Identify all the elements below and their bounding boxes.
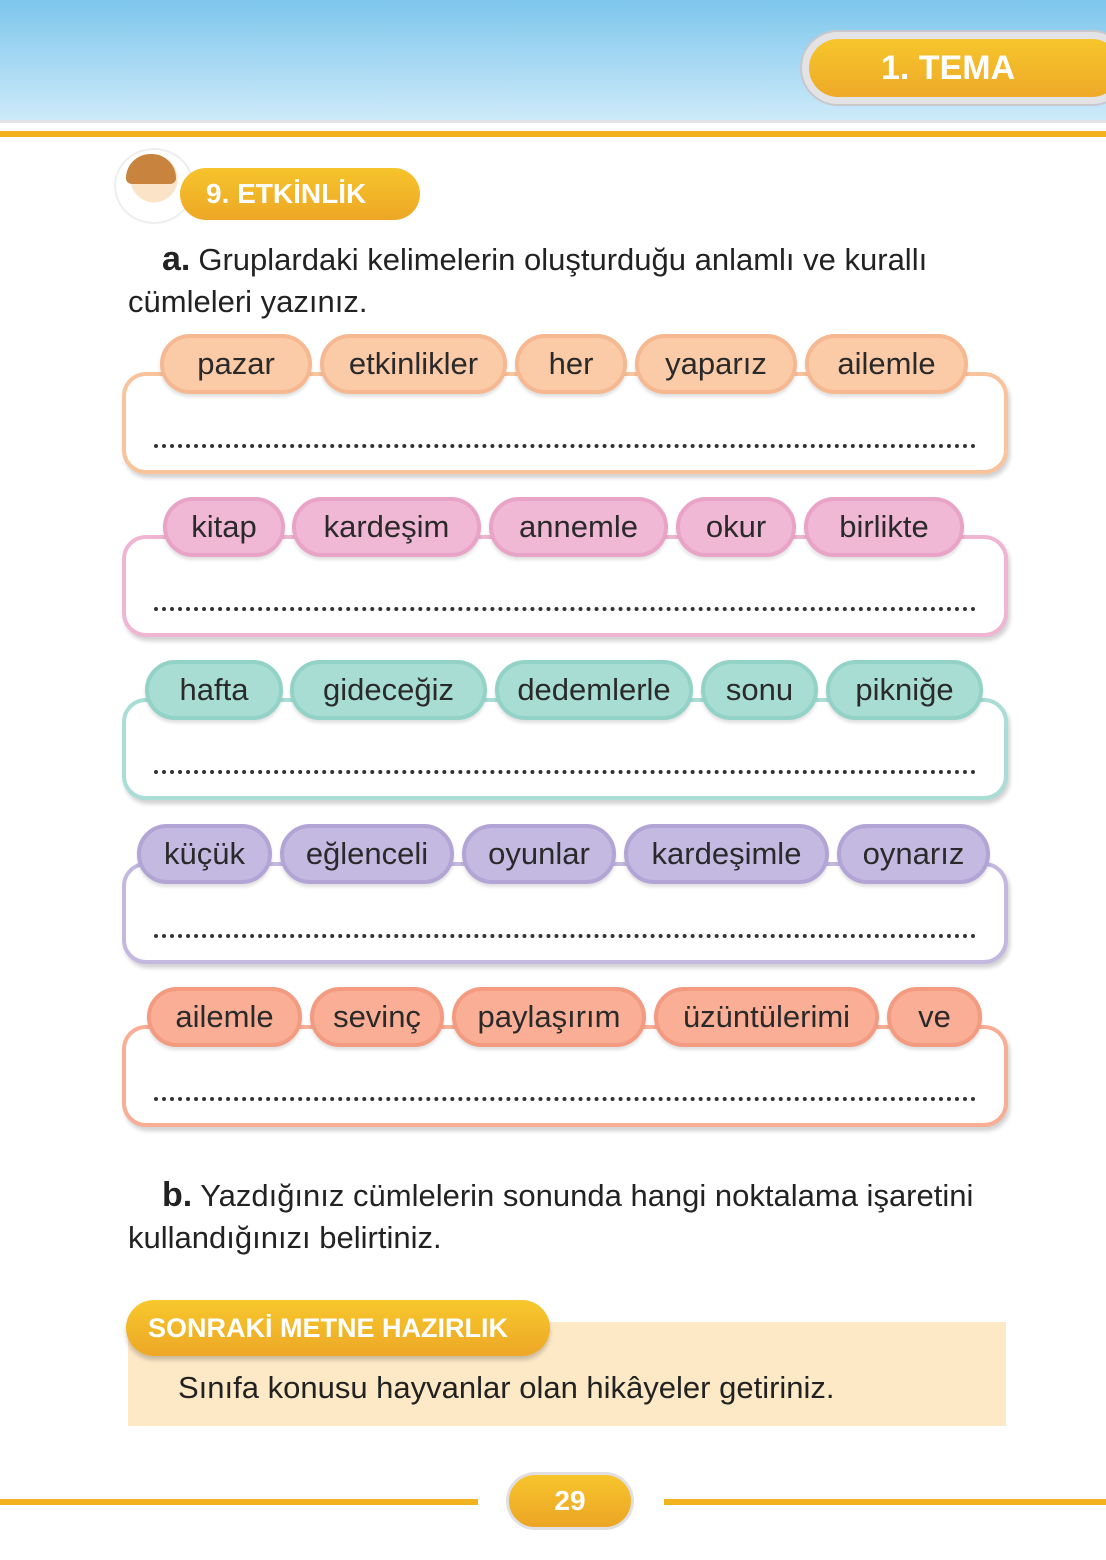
word-chip: kardeşim (292, 497, 481, 557)
word-chip: ailemle (805, 334, 968, 394)
theme-badge (800, 30, 1106, 106)
answer-line[interactable] (154, 444, 976, 448)
answer-line[interactable] (154, 770, 976, 774)
word-chip: eğlenceli (280, 824, 454, 884)
word-group-2 (0, 497, 1106, 647)
word-group-5 (0, 987, 1106, 1137)
word-chip: okur (676, 497, 796, 557)
activity-label: 9. ETKİNLİK (180, 168, 420, 220)
word-chip: paylaşırım (452, 987, 646, 1047)
footer-line-left (0, 1499, 478, 1505)
word-group-3 (0, 660, 1106, 810)
word-chip: etkinlikler (320, 334, 507, 394)
answer-line[interactable] (154, 1097, 976, 1101)
question-b-letter: b. (162, 1176, 193, 1214)
word-chip: hafta (145, 660, 283, 720)
word-chip: kitap (163, 497, 285, 557)
question-a-letter: a. (162, 240, 191, 278)
word-chip: kardeşimle (624, 824, 829, 884)
word-chip: sevinç (310, 987, 444, 1047)
word-chip: annemle (489, 497, 668, 557)
word-chip: sonu (701, 660, 818, 720)
question-a (128, 238, 1018, 323)
word-chip: gideceğiz (290, 660, 487, 720)
word-chip: yaparız (635, 334, 797, 394)
word-chip: pikniğe (826, 660, 983, 720)
word-chip: her (515, 334, 627, 394)
question-a-text: Gruplardaki kelimelerin oluşturduğu anlamlı ve kurallı cümleleri yazınız. (128, 242, 928, 319)
next-text-instruction: Sınıfa konusu hayvanlar olan hikâyeler getiriniz. (178, 1370, 835, 1405)
header-divider-accent (0, 131, 1106, 137)
word-chip: üzüntülerimi (654, 987, 879, 1047)
word-chip: pazar (160, 334, 312, 394)
word-chip: oynarız (837, 824, 990, 884)
question-b (128, 1174, 1018, 1259)
word-chip: birlikte (804, 497, 964, 557)
footer-line-right (664, 1499, 1106, 1505)
word-chip: küçük (137, 824, 272, 884)
word-group-1 (0, 334, 1106, 484)
word-chip: dedemlerle (495, 660, 693, 720)
answer-line[interactable] (154, 934, 976, 938)
theme-label: 1. TEMA (809, 39, 1106, 97)
next-text-label: SONRAKİ METNE HAZIRLIK (126, 1300, 550, 1356)
header-divider (0, 120, 1106, 130)
word-chip: ve (887, 987, 982, 1047)
answer-line[interactable] (154, 607, 976, 611)
word-chip: ailemle (147, 987, 302, 1047)
question-b-text: Yazdığınız cümlelerin sonunda hangi noktalama işaretini kullandığınızı belirtiniz. (128, 1178, 974, 1255)
page-number: 29 (506, 1472, 634, 1530)
word-chip: oyunlar (462, 824, 616, 884)
word-group-4 (0, 824, 1106, 974)
